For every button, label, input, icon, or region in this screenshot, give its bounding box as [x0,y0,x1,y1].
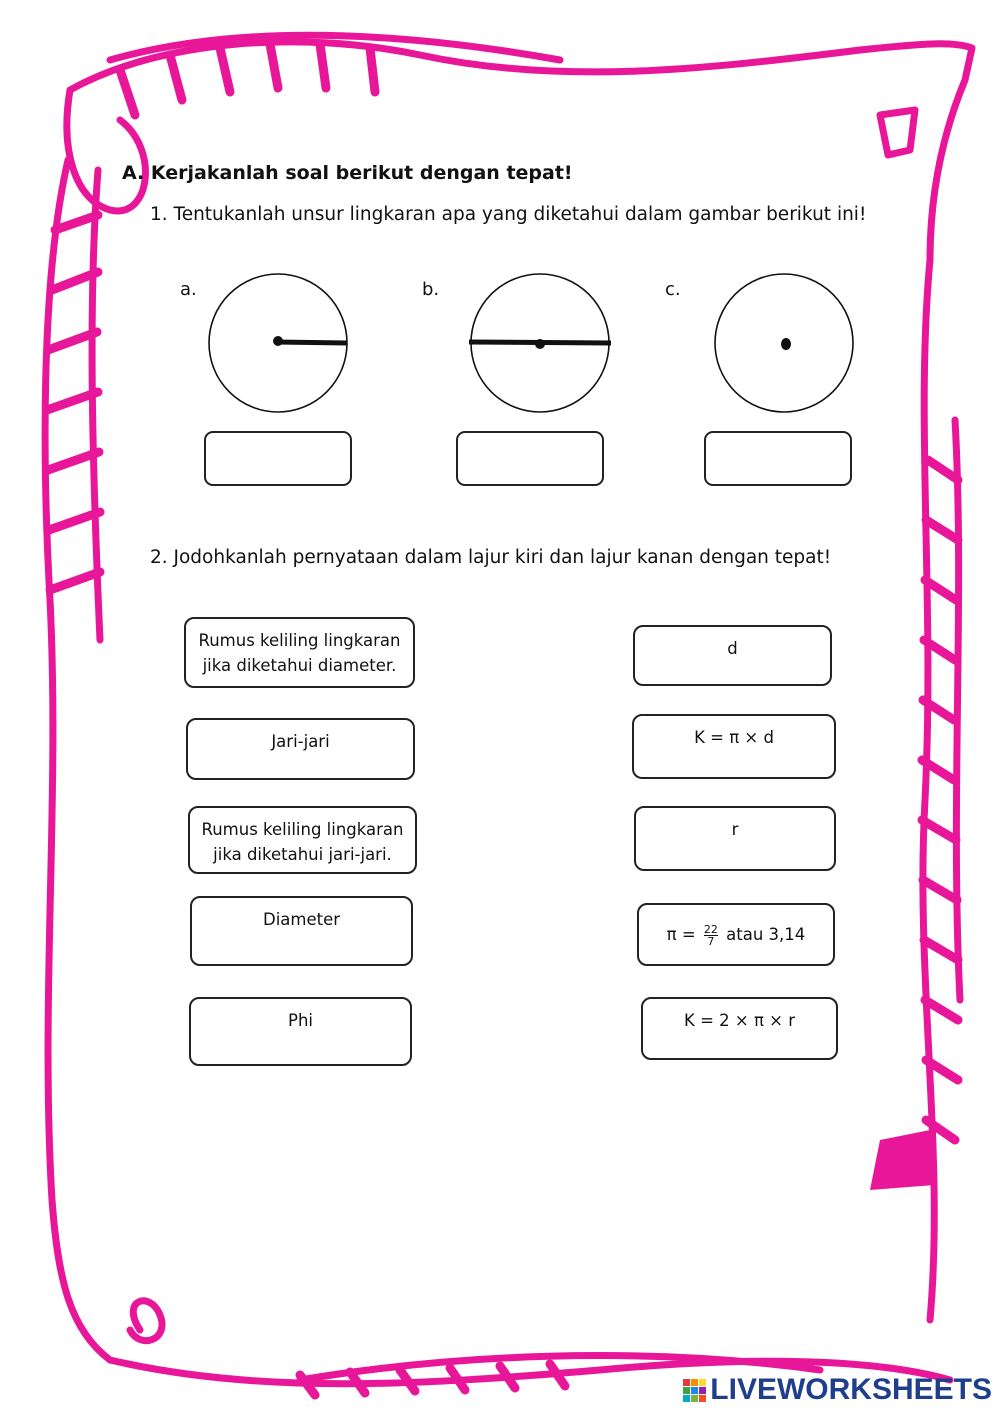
match-right-2-text: K = π × d [694,728,774,747]
match-right-4[interactable] [637,903,835,966]
pi-fraction [704,924,718,947]
match-right-5-text: K = 2 × π × r [684,1011,795,1030]
pi-denominator: 7 [707,935,715,948]
match-right-2[interactable] [632,714,836,779]
question-2-text: 2. Jodohkanlah pernyataan dalam lajur kiri dan lajur kanan dengan tepat! [150,547,832,568]
match-left-1[interactable] [184,617,415,688]
match-left-3-text: Rumus keliling lingkaran jika diketahui jari-jari. [201,820,404,864]
option-b-label: b. [422,279,440,300]
match-left-5[interactable] [189,997,412,1066]
match-left-2-text: Jari-jari [271,732,330,751]
match-right-1[interactable] [633,625,832,686]
match-right-5[interactable] [641,997,838,1060]
answer-box-c[interactable] [704,431,852,486]
option-c-label: c. [665,279,681,300]
answer-box-a[interactable] [204,431,352,486]
question-1-text: 1. Tentukanlah unsur lingkaran apa yang diketahui dalam gambar berikut ini! [150,204,867,225]
pi-formula-suffix: atau 3,14 [720,925,806,944]
match-left-3[interactable] [188,806,417,874]
match-right-3-text: r [731,820,739,839]
match-left-4-text: Diameter [262,910,341,929]
circle-center-diagram [711,272,859,416]
watermark-text: LIVEWORKSHEETS [710,1373,992,1406]
circle-radius-diagram [204,272,352,416]
section-heading: A. Kerjakanlah soal berikut dengan tepat! [122,162,573,184]
liveworksheets-logo-icon [683,1379,706,1402]
answer-box-b[interactable] [456,431,604,486]
match-right-3[interactable] [634,806,836,871]
option-a-label: a. [180,279,197,300]
pi-numerator: 22 [703,923,718,936]
match-left-4[interactable] [190,896,413,966]
match-left-1-text: Rumus keliling lingkaran jika diketahui diameter. [198,631,401,675]
match-right-1-text: d [727,639,738,658]
liveworksheets-watermark [683,1373,992,1407]
pi-formula [667,922,806,947]
circle-diameter-diagram [466,272,616,416]
match-left-2[interactable] [186,718,415,780]
match-left-5-text: Phi [288,1011,313,1030]
pi-formula-prefix: π = [666,925,701,944]
